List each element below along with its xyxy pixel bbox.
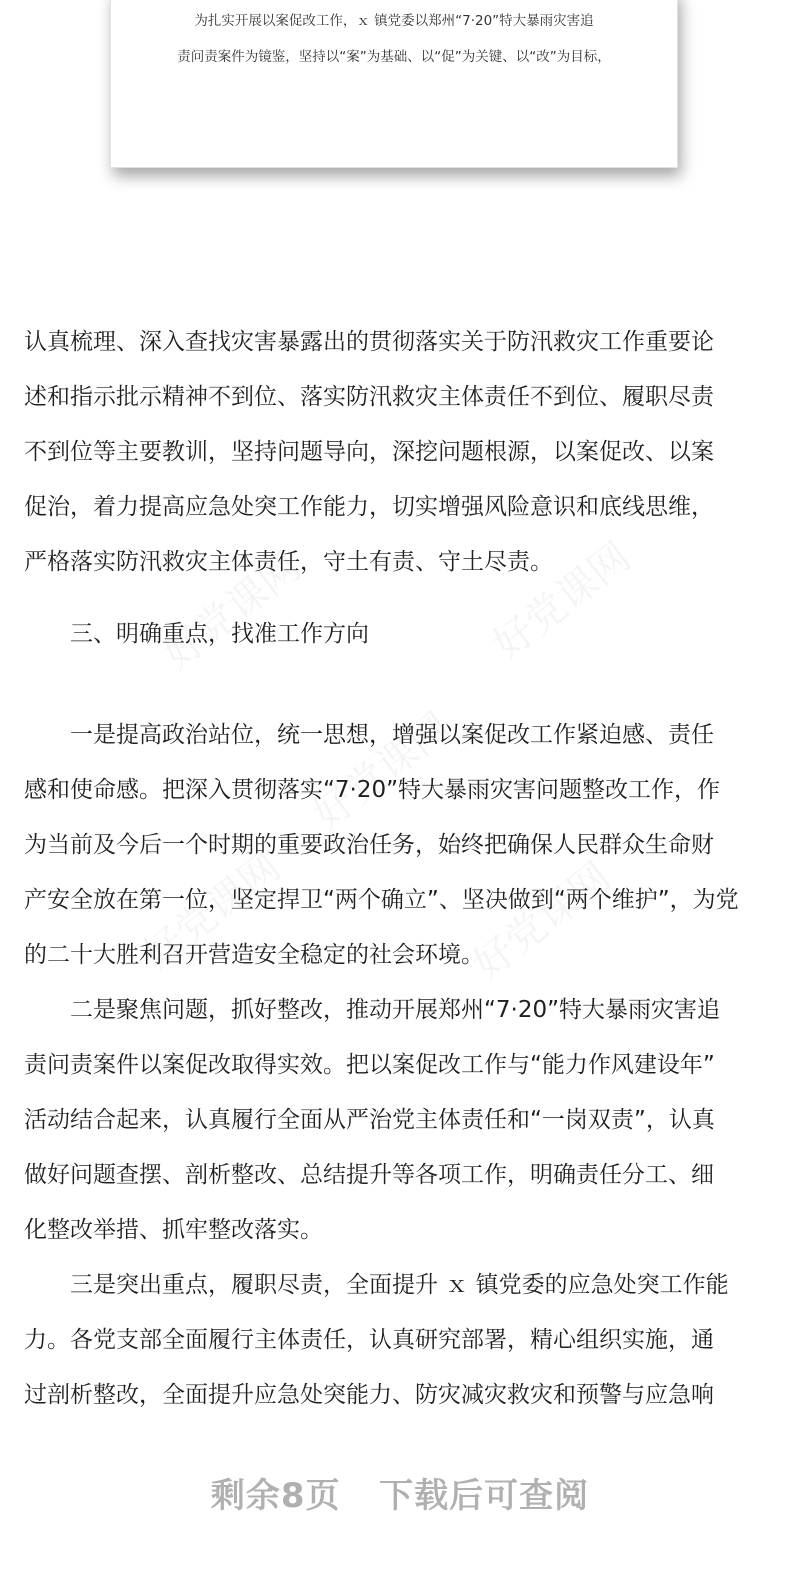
text-line: 感和使命感。把深入贯彻落实“7·20”特大暴雨灾害问题整改工作，作 xyxy=(24,777,721,803)
text-line: 做好问题查摆、剖析整改、总结提升等各项工作，明确责任分工、细 xyxy=(24,1162,714,1188)
text-line: 责问责案件以案促改取得实效。把以案促改工作与“能力作风建设年” xyxy=(24,1052,715,1078)
preview-line-1: 为扎实开展以案促改工作，ｘ 镇党委以郑州“7·20”特大暴雨灾害追 xyxy=(194,13,594,29)
download-to-view-text[interactable]: 下载后可查阅 xyxy=(379,1476,590,1516)
text-line: 活动结合起来，认真履行全面从严治党主体责任和“一岗双责”，认真 xyxy=(24,1107,715,1133)
download-prompt[interactable] xyxy=(0,1468,800,1517)
preview-line-2: 责问责案件为镜鉴，坚持以“案”为基础、以“促”为关键、以“改”为目标， xyxy=(177,49,611,65)
text-line: 产安全放在第一位，坚定捍卫“两个确立”、坚决做到“两个维护”，为党 xyxy=(24,887,739,913)
text-line: 过剖析整改，全面提升应急处突能力、防灾减灾救灾和预警与应急响 xyxy=(24,1382,714,1408)
text-line: 促治，着力提高应急处突工作能力，切实增强风险意识和底线思维， xyxy=(24,494,714,520)
paragraph-1 xyxy=(24,315,770,590)
text-line: 不到位等主要教训，坚持问题导向，深挖问题根源，以案促改、以案 xyxy=(24,439,714,465)
text-line: 三是突出重点，履职尽责，全面提升 ｘ 镇党委的应急处突工作能 xyxy=(70,1272,729,1298)
text-line: 二是聚焦问题，抓好整改，推动开展郑州“7·20”特大暴雨灾害追 xyxy=(70,997,721,1023)
text-line: 认真梳理、深入查找灾害暴露出的贯彻落实关于防汛救灾工作重要论 xyxy=(24,329,714,355)
text-line: 力。各党支部全面履行主体责任，认真研究部署，精心组织实施，通 xyxy=(24,1327,714,1353)
paragraphs-section-3 xyxy=(24,708,770,1423)
text-line: 化整改举措、抓牢整改落实。 xyxy=(24,1217,323,1243)
preview-card xyxy=(110,0,678,168)
remaining-pages-text[interactable]: 剩余8页 xyxy=(210,1476,341,1516)
text-line: 为当前及今后一个时期的重要政治任务，始终把确保人民群众生命财 xyxy=(24,832,714,858)
text-line: 严格落实防汛救灾主体责任，守土有责、守土尽责。 xyxy=(24,549,553,575)
text-line: 述和指示批示精神不到位、落实防汛救灾主体责任不到位、履职尽责 xyxy=(24,384,714,410)
section-heading: 三、明确重点，找准工作方向 xyxy=(70,621,369,647)
text-line: 的二十大胜利召开营造安全稳定的社会环境。 xyxy=(24,942,484,968)
text-line: 一是提高政治站位，统一思想，增强以案促改工作紧迫感、责任 xyxy=(70,722,714,748)
